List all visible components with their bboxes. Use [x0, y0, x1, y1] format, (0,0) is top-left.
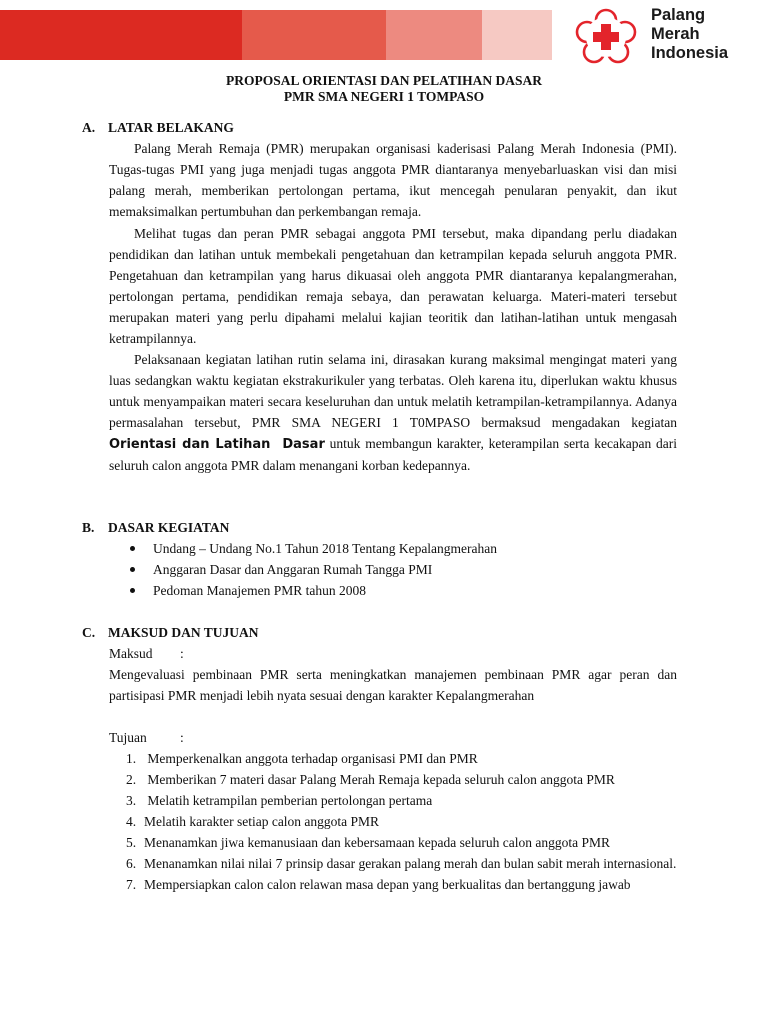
section-a-paragraph-3-start: Pelaksanaan kegiatan latihan rutin selama ini, dirasakan kurang maksimal mengingat materi yang luas sedangkan waktu kegiatan ekstrakurikuler yang terbatas. Oleh karena itu, diperlukan waktu khusus untuk menyampaikan materi secara keseluruhan dan untuk melatih ketrampilan-ketrampilannya. Adanya permasalahan tersebut, PMR SMA NEGERI 1 T0MPASO bermaksud mengadakan kegiatan	[109, 352, 677, 430]
header-bar-3	[386, 10, 482, 60]
list-item: Anggaran Dasar dan Anggaran Rumah Tangga PMI	[126, 559, 497, 580]
section-c-heading	[82, 625, 259, 641]
list-item-number: 5.	[126, 835, 137, 850]
dasar-kegiatan-list	[126, 538, 497, 601]
list-item: Pedoman Manajemen PMR tahun 2008	[126, 580, 497, 601]
section-c-title: MAKSUD DAN TUJUAN	[108, 625, 259, 640]
logo-line-1: Palang	[651, 6, 706, 24]
list-item-text: Menanamkan nilai nilai 7 prinsip dasar gerakan palang merah dan bulan sabit merah internasional.	[144, 856, 677, 871]
list-item	[126, 874, 681, 895]
section-a-paragraph-3	[109, 349, 677, 476]
maksud-label: Maksud	[109, 646, 153, 661]
header-bar-4	[482, 10, 552, 60]
section-a-paragraph-3-bold: Orientasi dan Latihan Dasar	[109, 437, 325, 452]
list-item	[126, 811, 681, 832]
pmi-logo	[570, 6, 760, 62]
section-a-paragraph-2: Melihat tugas dan peran PMR sebagai anggota PMI tersebut, maka dipandang perlu diadakan pendidikan dan latihan untuk membekali pengetahuan dan ketrampilan kepada seluruh anggota PMR. Pengetahuan dan ketrampilan yang harus dikuasai oleh anggota PMR diantaranya kepalangmerahan, pertolongan pertama, pendidikan remaja sebaya, dan perawatan keluarga. Materi-materi tersebut merupakan materi yang perlu dipahami melalui kajian teoritik dan latihan-latihan untuk mengasah ketrampilannya.	[109, 226, 677, 346]
tujuan-colon: :	[180, 730, 184, 745]
list-item	[126, 769, 681, 790]
section-a-heading	[82, 120, 234, 136]
maksud-colon: :	[180, 646, 184, 661]
list-item-text: Melatih ketrampilan pemberian pertolongan pertama	[144, 793, 433, 808]
document-title-line-2: PMR SMA NEGERI 1 TOMPASO	[283, 89, 485, 104]
list-item-text: Melatih karakter setiap calon anggota PMR	[144, 814, 380, 829]
document-title-line-1: PROPOSAL ORIENTASI DAN PELATIHAN DASAR	[225, 73, 543, 88]
section-c-letter: C.	[82, 625, 96, 640]
section-b-heading	[82, 520, 229, 536]
list-item	[126, 853, 681, 874]
logo-line-2: Merah	[651, 25, 700, 43]
list-item-text: Mempersiapkan calon calon relawan masa depan yang berkualitas dan bertanggung jawab	[144, 877, 631, 892]
section-b-letter: B.	[82, 520, 95, 535]
logo-line-3: Indonesia	[651, 44, 729, 62]
section-b-title: DASAR KEGIATAN	[108, 520, 230, 535]
list-item	[126, 832, 681, 853]
tujuan-list	[126, 748, 681, 895]
list-item-number: 7.	[126, 877, 137, 892]
list-item-text: Memperkenalkan anggota terhadap organisasi PMI dan PMR	[144, 751, 478, 766]
list-item-number: 1.	[126, 751, 137, 766]
header-bar-2	[242, 10, 386, 60]
section-a-paragraph-1: Palang Merah Remaja (PMR) merupakan organisasi kaderisasi Palang Merah Indonesia (PMI). Tugas-tugas PMI yang juga menjadi tugas anggota PMR diantaranya menyebarluaskan visi dan misi palang merah, memberikan pertolongan pertama, ikut mencegah penularan penyakit, dan ikut memaksimalkan pertumbuhan dan perkembangan remaja.	[109, 141, 677, 219]
list-item-text: Menanamkan jiwa kemanusiaan dan kebersamaan kepada seluruh calon anggota PMR	[144, 835, 610, 850]
red-cross-flower-icon	[570, 8, 642, 64]
list-item: Undang – Undang No.1 Tahun 2018 Tentang Kepalangmerahan	[126, 538, 497, 559]
header-color-bars	[0, 10, 552, 60]
maksud-text: Mengevaluasi pembinaan PMR serta meningkatkan manajemen pembinaan PMR agar peran dan partisipasi PMR menjadi lebih nyata sesuai dengan karakter Kepalangmerahan	[109, 667, 677, 703]
list-item	[126, 790, 681, 811]
list-item-text: Memberikan 7 materi dasar Palang Merah Remaja kepada seluruh calon anggota PMR	[144, 772, 615, 787]
section-a-title: LATAR BELAKANG	[108, 120, 234, 135]
list-item-number: 2.	[126, 772, 137, 787]
header-bar-1	[0, 10, 242, 60]
list-item-number: 4.	[126, 814, 137, 829]
section-a-letter: A.	[82, 120, 96, 135]
section-a-paragraph-3-end: untuk membangun karakter, keterampilan serta kecakapan dari seluruh calon anggota PMR dalam menangani korban kedepannya.	[109, 436, 677, 473]
list-item	[126, 748, 681, 769]
logo-text	[651, 6, 728, 63]
tujuan-label: Tujuan	[109, 730, 147, 745]
list-item-number: 6.	[126, 856, 137, 871]
list-item-number: 3.	[126, 793, 137, 808]
